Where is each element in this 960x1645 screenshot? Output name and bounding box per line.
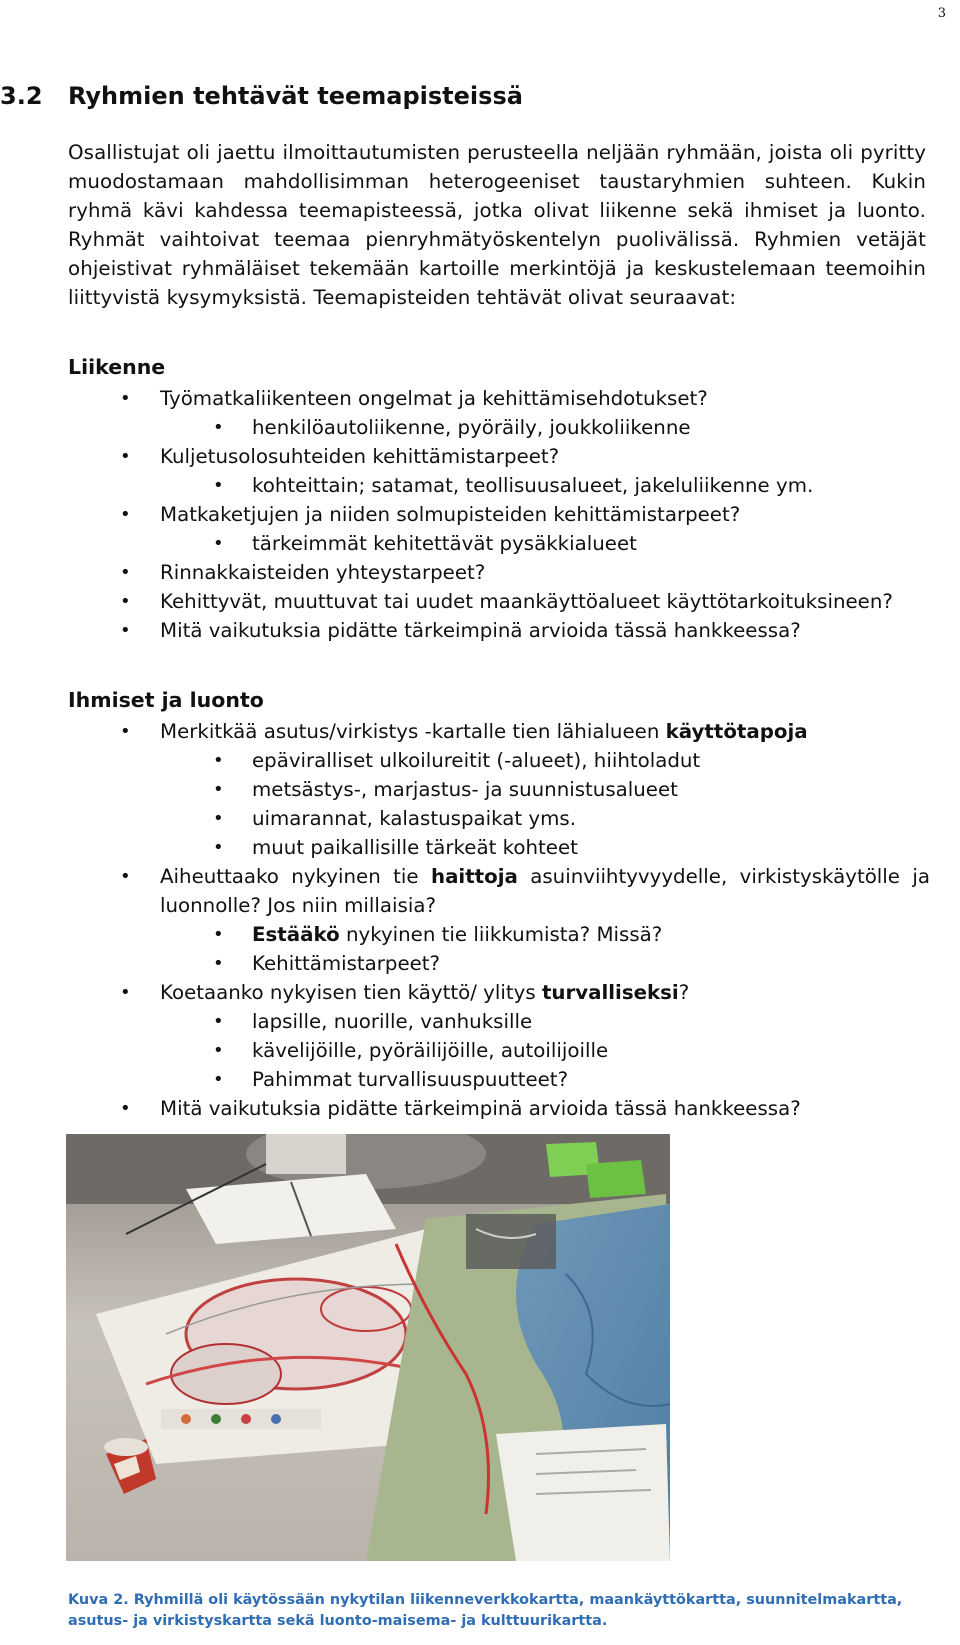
- list-item: • Matkaketjujen ja niiden solmupisteiden kehittämistarpeet?: [0, 500, 930, 529]
- item-text: asuinviihtyvyydelle, virkistyskäytölle ja luonnolle? Jos niin millaisia?: [160, 865, 930, 917]
- list-item: • Mitä vaikutuksia pidätte tärkeimpinä arvioida tässä hankkeessa?: [0, 1094, 930, 1123]
- list-item: [0, 862, 930, 920]
- figure-caption: Kuva 2. Ryhmillä oli käytössään nykytilan liikenneverkkokartta, maankäyttökartta, suunnitelmakartta, asutus- ja virkistyskartta sekä luonto-maisema- ja kulttuurikartta.: [68, 1592, 903, 1629]
- item-text: Aiheuttaako nykyinen tie: [160, 865, 431, 888]
- item-emphasis: käyttötapoja: [665, 720, 808, 743]
- list-item: • lapsille, nuorille, vanhuksille: [0, 1007, 930, 1036]
- workshop-photo: [66, 1134, 670, 1561]
- list-item: [0, 717, 930, 746]
- item-text: ?: [678, 981, 690, 1004]
- list-item: • Rinnakkaisteiden yhteystarpeet?: [0, 558, 930, 587]
- list-item: • epäviralliset ulkoilureitit (-alueet), hiihtoladut: [0, 746, 930, 775]
- list-item: [0, 920, 930, 949]
- list-item: • kävelijöille, pyöräilijöille, autoilijoille: [0, 1036, 930, 1065]
- list-item: • Mitä vaikutuksia pidätte tärkeimpinä arvioida tässä hankkeessa?: [0, 616, 930, 645]
- list-item: • henkilöautoliikenne, pyöräily, joukkoliikenne: [0, 413, 930, 442]
- item-emphasis: haittoja: [430, 865, 518, 888]
- ihmiset-list: [0, 717, 930, 1123]
- liikenne-title: Liikenne: [68, 355, 166, 379]
- intro-paragraph: Osallistujat oli jaettu ilmoittautumisten perusteella neljään ryhmään, joista oli pyritty muodostamaan mahdollisimman heterogeeniset taustaryhmien suhteen. Kukin ryhmä kävi kahdessa teemapisteessä, jotka olivat liikenne sekä ihmiset ja luonto. Ryhmät vaihtoivat teemaa pienryhmätyöskentelyn puolivälissä. Ryhmien vetäjät ohjeistivat ryhmäläiset tekemään kartoille merkintöjä ja keskustelemaan teemoihin liittyvistä kysymyksistä. Teemapisteiden tehtävät olivat seuraavat:: [68, 141, 926, 309]
- list-item: • Kehittyvät, muuttuvat tai uudet maankäyttöalueet käyttötarkoituksineen?: [0, 587, 930, 616]
- item-text: Merkitkää asutus/virkistys -kartalle tien lähialueen: [160, 720, 666, 743]
- item-emphasis: Estääkö: [252, 923, 340, 946]
- list-item: • uimarannat, kalastuspaikat yms.: [0, 804, 930, 833]
- list-item: [0, 978, 930, 1007]
- section-number: 3.2: [0, 82, 43, 110]
- photo-illustration: [66, 1134, 670, 1561]
- list-item: • Kehittämistarpeet?: [0, 949, 930, 978]
- item-text: nykyinen tie liikkumista? Missä?: [339, 923, 663, 946]
- liikenne-list: [0, 384, 930, 645]
- item-emphasis: turvalliseksi: [541, 981, 679, 1004]
- list-item: • Kuljetusolosuhteiden kehittämistarpeet?: [0, 442, 930, 471]
- list-item: • metsästys-, marjastus- ja suunnistusalueet: [0, 775, 930, 804]
- ihmiset-title: Ihmiset ja luonto: [68, 688, 264, 712]
- list-item: • tärkeimmät kehitettävät pysäkkialueet: [0, 529, 930, 558]
- section-title: Ryhmien tehtävät teemapisteissä: [68, 82, 523, 110]
- page-number: 3: [937, 6, 946, 21]
- list-item: • kohteittain; satamat, teollisuusalueet, jakeluliikenne ym.: [0, 471, 930, 500]
- list-item: • Työmatkaliikenteen ongelmat ja kehittämisehdotukset?: [0, 384, 930, 413]
- list-item: • Pahimmat turvallisuuspuutteet?: [0, 1065, 930, 1094]
- list-item: • muut paikallisille tärkeät kohteet: [0, 833, 930, 862]
- item-text: Koetaanko nykyisen tien käyttö/ ylitys: [160, 981, 542, 1004]
- section-heading: [0, 82, 900, 110]
